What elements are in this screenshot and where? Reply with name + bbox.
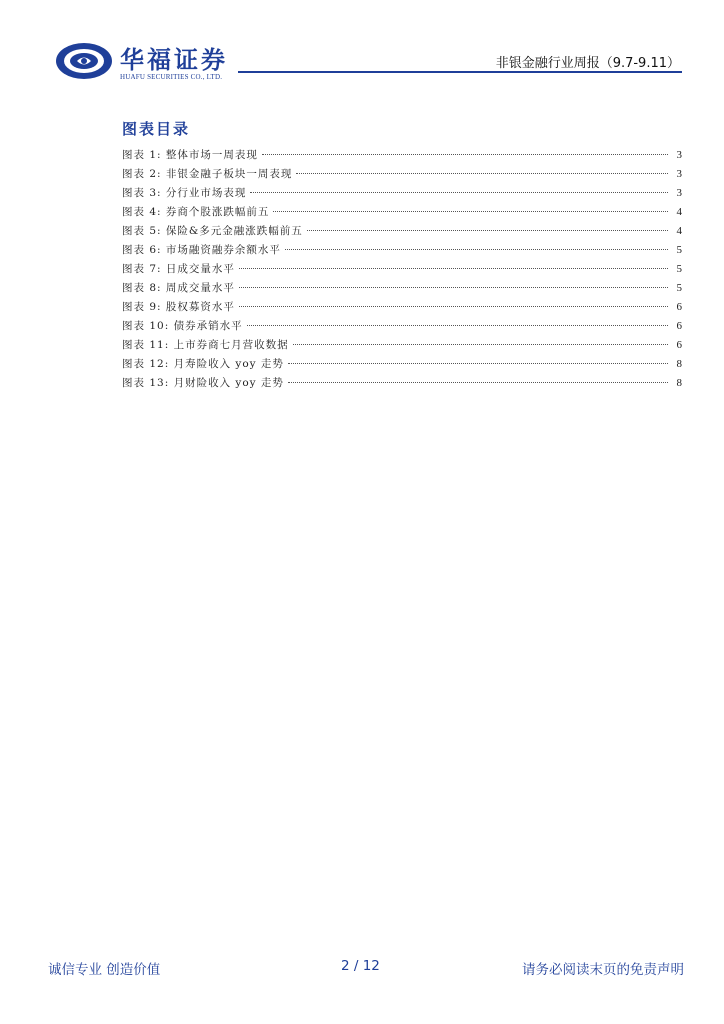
toc-entry[interactable] (122, 375, 682, 394)
toc-list (122, 147, 682, 394)
toc-dot-leader (262, 154, 668, 155)
toc-entry-page: 4 (676, 225, 682, 237)
toc-entry[interactable] (122, 185, 682, 204)
toc-heading: 图表目录 (122, 120, 191, 138)
toc-dot-leader (239, 306, 668, 307)
toc-dot-leader (239, 287, 668, 288)
toc-entry-label: 图表 2: 非银金融子板块一周表现 (122, 168, 293, 180)
toc-entry-label: 图表 9: 股权募资水平 (122, 301, 235, 313)
report-title: 非银金融行业周报（9.7-9.11） (495, 56, 680, 71)
toc-entry-label: 图表 4: 券商个股涨跌幅前五 (122, 206, 270, 218)
toc-entry[interactable] (122, 204, 682, 223)
company-logo-english: HUAFU SECURITIES CO., LTD. (120, 73, 223, 81)
toc-entry[interactable] (122, 356, 682, 375)
page-footer (0, 950, 724, 980)
toc-entry-label: 图表 13: 月财险收入 yoy 走势 (122, 377, 284, 389)
toc-entry-label: 图表 11: 上市券商七月营收数据 (122, 339, 289, 351)
company-logo-text: 华福证券 (120, 45, 228, 74)
page-header (0, 0, 724, 90)
huafu-logo-icon (55, 42, 113, 80)
toc-entry-label: 图表 1: 整体市场一周表现 (122, 149, 258, 161)
toc-entry[interactable] (122, 166, 682, 185)
toc-dot-leader (288, 363, 668, 364)
header-divider (238, 71, 682, 73)
toc-entry[interactable] (122, 280, 682, 299)
toc-entry[interactable] (122, 337, 682, 356)
toc-entry-label: 图表 6: 市场融资融券余额水平 (122, 244, 281, 256)
toc-entry-page: 3 (676, 149, 682, 161)
toc-entry[interactable] (122, 147, 682, 166)
toc-entry-label: 图表 8: 周成交量水平 (122, 282, 235, 294)
toc-dot-leader (307, 230, 668, 231)
toc-entry-page: 6 (676, 320, 682, 332)
toc-entry-page: 8 (676, 358, 682, 370)
toc-entry[interactable] (122, 261, 682, 280)
toc-entry[interactable] (122, 299, 682, 318)
toc-entry-label: 图表 12: 月寿险收入 yoy 走势 (122, 358, 284, 370)
toc-entry-page: 6 (676, 339, 682, 351)
toc-entry-page: 5 (676, 263, 682, 275)
disclaimer-notice: 请务必阅读末页的免责声明 (522, 962, 684, 978)
toc-entry-page: 6 (676, 301, 682, 313)
toc-entry[interactable] (122, 242, 682, 261)
toc-dot-leader (285, 249, 668, 250)
toc-entry-page: 5 (676, 282, 682, 294)
toc-dot-leader (273, 211, 668, 212)
toc-entry[interactable] (122, 318, 682, 337)
toc-dot-leader (250, 192, 668, 193)
toc-dot-leader (288, 382, 668, 383)
page-number: 2 / 12 (341, 958, 380, 974)
toc-entry-page: 4 (676, 206, 682, 218)
toc-entry-label: 图表 5: 保险&多元金融涨跌幅前五 (122, 225, 303, 237)
toc-dot-leader (247, 325, 668, 326)
footer-slogan: 诚信专业 创造价值 (48, 962, 161, 978)
toc-entry[interactable] (122, 223, 682, 242)
toc-dot-leader (296, 173, 668, 174)
toc-dot-leader (293, 344, 668, 345)
toc-entry-label: 图表 7: 日成交量水平 (122, 263, 235, 275)
toc-entry-page: 3 (676, 187, 682, 199)
toc-entry-label: 图表 3: 分行业市场表现 (122, 187, 247, 199)
toc-entry-page: 3 (676, 168, 682, 180)
toc-dot-leader (239, 268, 668, 269)
toc-entry-label: 图表 10: 债券承销水平 (122, 320, 243, 332)
toc-entry-page: 8 (676, 377, 682, 389)
toc-entry-page: 5 (676, 244, 682, 256)
